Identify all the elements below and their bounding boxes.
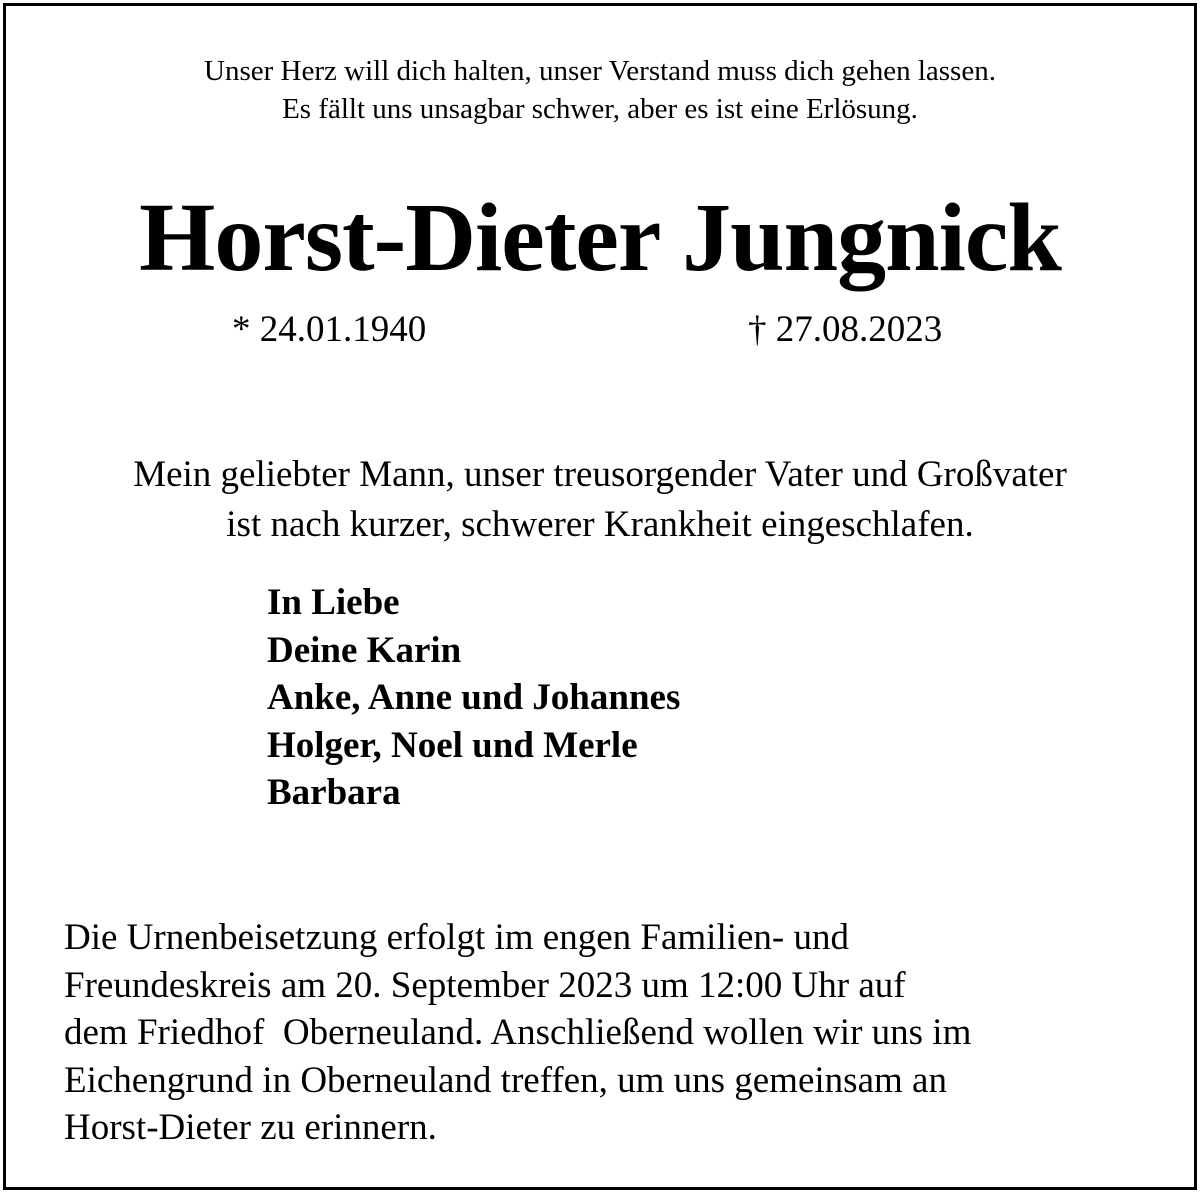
funeral-line: dem Friedhof Oberneuland. Anschließend wollen wir uns im <box>64 1012 972 1053</box>
quote-line: Unser Herz will dich halten, unser Verstand muss dich gehen lassen. <box>204 55 996 87</box>
mourners-signoff <box>267 579 680 817</box>
message-line: ist nach kurzer, schwerer Krankheit eingeschlafen. <box>226 504 974 545</box>
quote-line: Es fällt uns unsagbar schwer, aber es ist eine Erlösung. <box>282 93 918 125</box>
obituary-message <box>0 450 1200 550</box>
signoff-line: Barbara <box>267 772 401 813</box>
signoff-line: Deine Karin <box>267 629 462 671</box>
funeral-line: Eichengrund in Oberneuland treffen, um uns gemeinsam an <box>64 1059 947 1101</box>
funeral-notice <box>64 914 971 1152</box>
message-line: Mein geliebter Mann, unser treusorgender Vater und Großvater <box>133 454 1067 495</box>
funeral-line: Freundeskreis am 20. September 2023 um 12:00 Uhr auf <box>64 964 906 1006</box>
deceased-name: Horst-Dieter Jungnick <box>139 184 1061 292</box>
signoff-line: In Liebe <box>267 582 400 623</box>
funeral-line: Horst-Dieter zu erinnern. <box>64 1107 437 1148</box>
opening-quote <box>0 52 1200 128</box>
death-date: † 27.08.2023 <box>748 309 943 350</box>
signoff-line: Holger, Noel und Merle <box>267 724 638 766</box>
signoff-line: Anke, Anne und Johannes <box>267 677 681 718</box>
funeral-line: Die Urnenbeisetzung erfolgt im engen Familien- und <box>64 917 850 958</box>
birth-date: * 24.01.1940 <box>232 309 427 350</box>
